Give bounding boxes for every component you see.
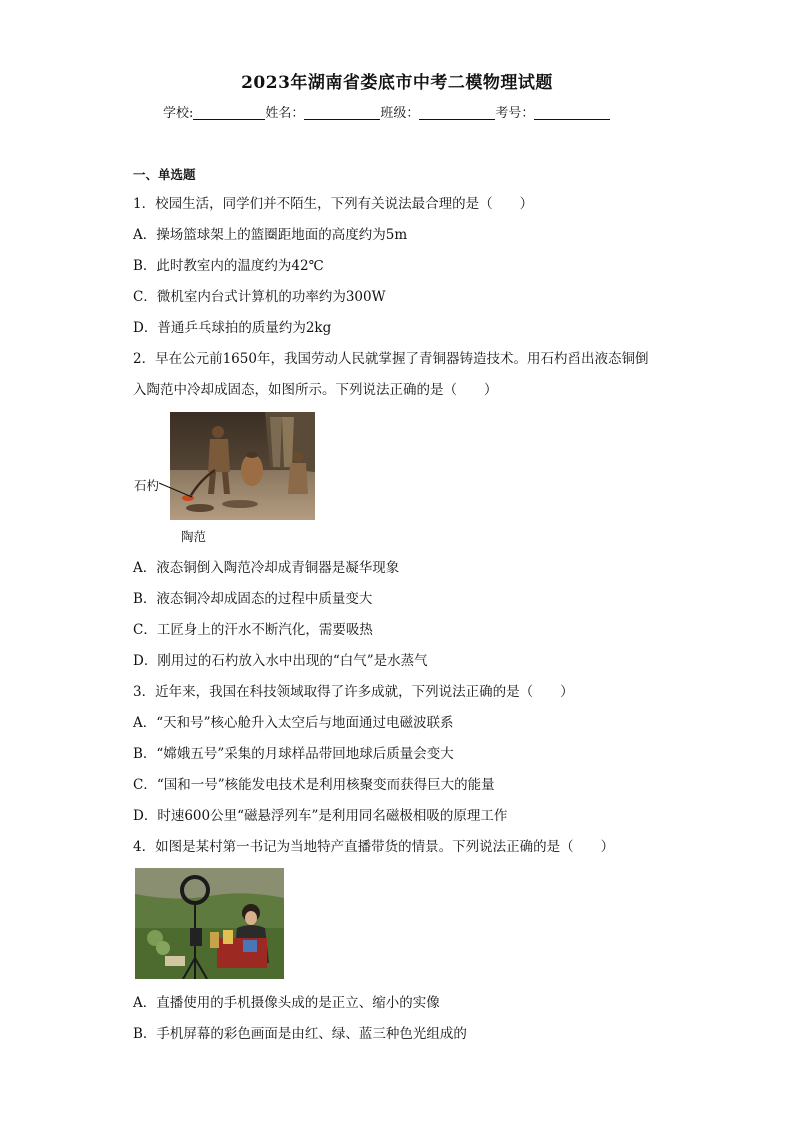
q1-option-b: B．此时教室内的温度约为42℃ bbox=[133, 258, 324, 274]
q3-option-a: A．“天和号”核心舱升入太空后与地面通过电磁波联系 bbox=[133, 715, 454, 731]
q1-option-a: A．操场篮球架上的篮圈距地面的高度约为5m bbox=[133, 227, 408, 243]
q2-option-d: D．刚用过的石杓放入水中出现的“白气”是水蒸气 bbox=[133, 653, 428, 669]
class-label: 班级： bbox=[380, 106, 420, 121]
label-ladle-pointer bbox=[158, 480, 194, 500]
q4-stem: 4．如图是某村第一书记为当地特产直播带货的情景。下列说法正确的是（ ） bbox=[133, 839, 615, 855]
student-info-row bbox=[163, 102, 610, 121]
livestream-image bbox=[135, 868, 284, 979]
label-clay-mold: 陶范 bbox=[181, 529, 207, 544]
name-label: 姓名： bbox=[265, 106, 305, 121]
q1-option-d: D．普通乒乓球拍的质量约为2kg bbox=[133, 320, 332, 336]
q2-option-b: B．液态铜冷却成固态的过程中质量变大 bbox=[133, 591, 373, 607]
q3-option-c: C．“国和一号”核能发电技术是利用核聚变而获得巨大的能量 bbox=[133, 777, 495, 793]
bronze-casting-illustration bbox=[170, 412, 315, 520]
q3-stem: 3．近年来，我国在科技领域取得了许多成就，下列说法正确的是（ ） bbox=[133, 684, 574, 700]
q1-option-c: C．微机室内台式计算机的功率约为300W bbox=[133, 289, 386, 305]
exam-no-blank bbox=[534, 105, 610, 120]
q2-option-c: C．工匠身上的汗水不断汽化，需要吸热 bbox=[133, 622, 373, 638]
q3-option-d: D．时速600公里“磁悬浮列车”是利用同名磁极相吸的原理工作 bbox=[133, 808, 508, 824]
q4-option-a: A．直播使用的手机摄像头成的是正立、缩小的实像 bbox=[133, 995, 440, 1011]
school-label: 学校: bbox=[163, 106, 194, 121]
class-blank bbox=[419, 105, 495, 120]
school-blank bbox=[193, 105, 265, 120]
bronze-casting-image bbox=[170, 412, 315, 520]
q1-stem: 1．校园生活，同学们并不陌生，下列有关说法最合理的是（ ） bbox=[133, 196, 534, 212]
exam-no-label: 考号： bbox=[495, 106, 535, 121]
q2-stem-line2: 入陶范中冷却成固态，如图所示。下列说法正确的是（ ） bbox=[133, 382, 498, 398]
livestream-illustration bbox=[135, 868, 284, 979]
page-title: 2023年湖南省娄底市中考二模物理试题 bbox=[241, 73, 553, 93]
q2-stem-line1: 2．早在公元前1650年，我国劳动人民就掌握了青铜器铸造技术。用石杓舀出液态铜倒 bbox=[133, 351, 649, 367]
label-stone-ladle: 石杓 bbox=[134, 478, 160, 493]
q4-option-b: B．手机屏幕的彩色画面是由红、绿、蓝三种色光组成的 bbox=[133, 1026, 467, 1042]
q2-option-a: A．液态铜倒入陶范冷却成青铜器是凝华现象 bbox=[133, 560, 400, 576]
name-blank bbox=[304, 105, 380, 120]
q3-option-b: B．“嫦娥五号”采集的月球样品带回地球后质量会变大 bbox=[133, 746, 454, 762]
section-heading: 一、单选题 bbox=[133, 167, 196, 182]
